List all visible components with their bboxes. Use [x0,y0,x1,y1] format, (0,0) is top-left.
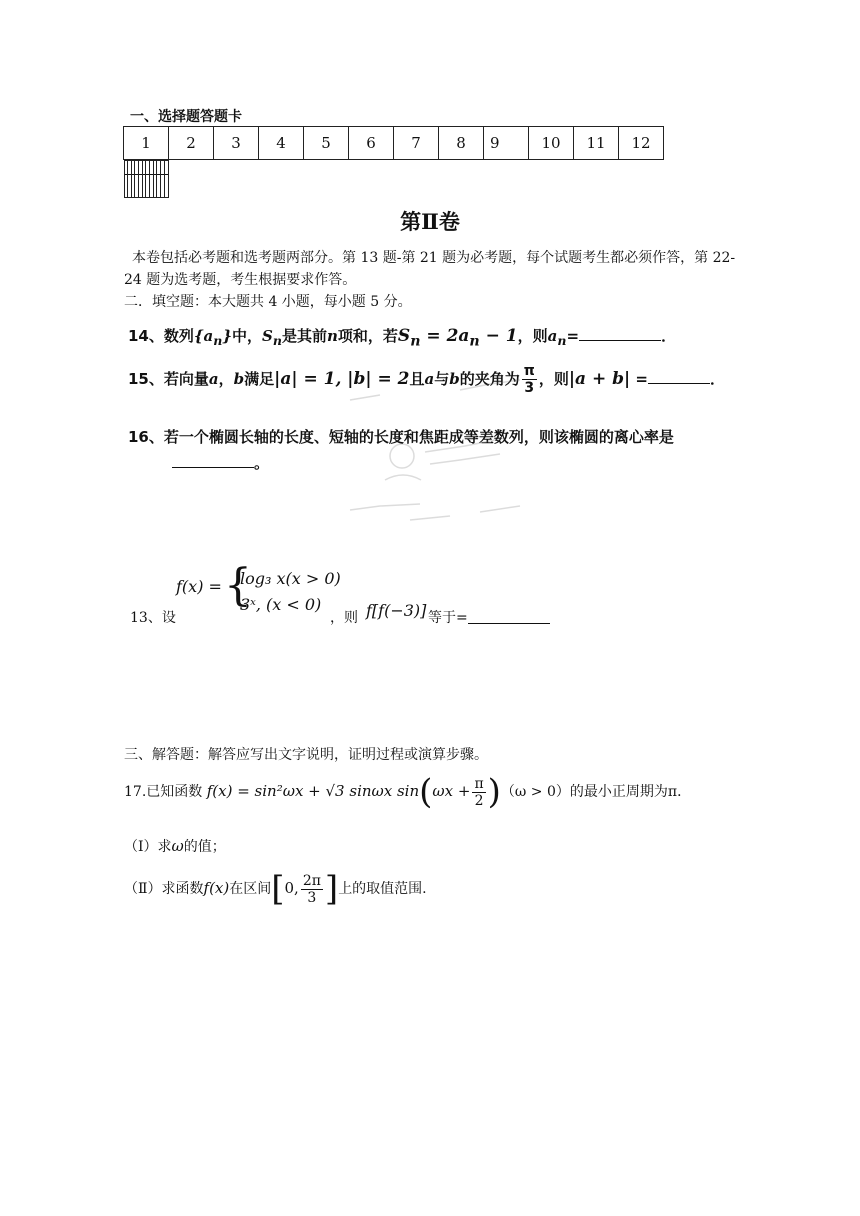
text: 项和，若 [337,327,398,345]
left-paren: ( [419,772,433,812]
answer-blank-16[interactable] [172,453,254,468]
text: = [566,327,580,345]
answer-section-title: 三、解答题：解答应写出文字说明，证明过程或演算步骤。 [124,747,488,763]
condition: |a| = 1, |b| = 2 [274,369,410,389]
condition: （ω > 0） [500,784,570,800]
text: （Ⅱ）求函数 [124,881,204,897]
right-paren: ) [487,772,501,812]
answer-card-number: 11 [574,127,619,160]
text: （Ⅰ）求 [124,839,172,855]
answer-card-number: 10 [529,127,574,160]
fill-in-section-title: 二．填空题：本大题共 4 小题，每小题 5 分。 [124,294,412,310]
n-symbol: n [326,327,338,345]
question-lead: 17.已知函数 [124,784,203,800]
text: ，则 [538,370,569,388]
answer-cell[interactable] [164,161,168,198]
part-two-title: 第Ⅱ卷 [400,209,460,234]
text: ， [218,370,234,388]
answer-card-number: 5 [304,127,349,160]
omega-symbol: ω [171,837,184,855]
answer-card-table [123,126,664,179]
answer-blank-13[interactable] [468,609,550,624]
vector-b: b [449,370,460,388]
equation: $S_n = 2a_n - 1$ [397,326,518,350]
answer-blank-14[interactable] [579,326,661,341]
function-symbol: f(x) [203,879,230,897]
function-definition: f(x) = sin²ωx + √3 sinωx sin [206,782,420,800]
text: 中， [232,327,263,345]
text: 且 [409,370,425,388]
question-13 [130,560,590,635]
question-number: 15、 [128,370,164,388]
expression: |a + b| [568,369,631,389]
text: ． [709,370,725,388]
text: 满足 [244,370,275,388]
angle-fraction: $\frac{\pi}{3}$ [523,363,535,396]
text: 上的取值范围. [338,881,427,897]
text: 若向量 [163,370,209,388]
text: 若一个椭圆长轴的长度、短轴的长度和焦距成等差数列，则该椭圆的离心率是 [163,428,674,446]
right-bracket: ] [324,869,339,909]
answer-blank-15[interactable] [648,369,710,384]
question-17 [124,772,692,812]
text: 是其前 [281,327,327,345]
answer-card-number: 4 [259,127,304,160]
text: 与 [434,370,450,388]
expression: f[f(−3)] [366,601,427,620]
text: 在区间 [229,881,272,897]
text: ，则 [517,327,548,345]
text: ． [661,327,677,345]
a-n-symbol: $a_n$ [547,327,567,348]
answer-card-number: 3 [214,127,259,160]
answer-card-header-row [124,127,664,160]
sum-symbol: $S_n$ [262,327,282,348]
answer-card-number: 6 [349,127,394,160]
piecewise-case-1: log₃ x(x > 0) [240,569,341,588]
interval-left: 0, [284,879,299,897]
text: 的值； [183,839,226,855]
question-number: 14、 [128,327,164,345]
piecewise-brace: { [224,560,252,611]
pi-over-two: $\frac{\pi}{2}$ [474,775,484,809]
question-lead: 13、设 [130,610,176,626]
interval-right-fraction: $\frac{2\pi}{3}$ [302,872,321,906]
sequence-symbol: $\{a_n\}$ [193,327,233,348]
watermark-logo [330,360,550,550]
answer-card-number: 8 [439,127,484,160]
inner-expression: ωx + [432,782,471,800]
answer-card-number: 9 [484,127,529,160]
left-bracket: [ [271,869,285,909]
section-title-choice: 一、选择题答题卡 [130,109,242,125]
question-17-part-2 [124,869,427,909]
intro-paragraph: 本卷包括必考题和选考题两部分。第 13 题-第 21 题为必考题，每个试题考生都必须作答，第 22-24 题为选考题，考生根据要求作答。 [124,250,736,288]
question-14 [128,325,676,349]
text: 的夹角为 [459,370,520,388]
vector-a: a [424,370,435,388]
vector-b: b [233,370,245,388]
question-17-part-1 [124,836,226,856]
answer-card-number: 7 [394,127,439,160]
text: = [630,370,648,388]
text: 数列 [163,327,194,345]
answer-card-number: 12 [619,127,664,160]
answer-card-answer-row [124,160,169,175]
text: 。 [254,454,270,472]
text: 等于= [428,610,468,626]
answer-card-number: 1 [124,127,169,160]
text: 的最小正周期为π． [569,784,692,800]
text: ，则 [330,610,358,626]
question-number: 16、 [128,428,164,446]
piecewise-case-2: 3ˣ, (x < 0) [240,595,322,614]
vector-a: a [208,370,219,388]
answer-card-number: 2 [169,127,214,160]
function-name: f(x) = [176,577,222,596]
question-16-blank-line [172,452,269,473]
